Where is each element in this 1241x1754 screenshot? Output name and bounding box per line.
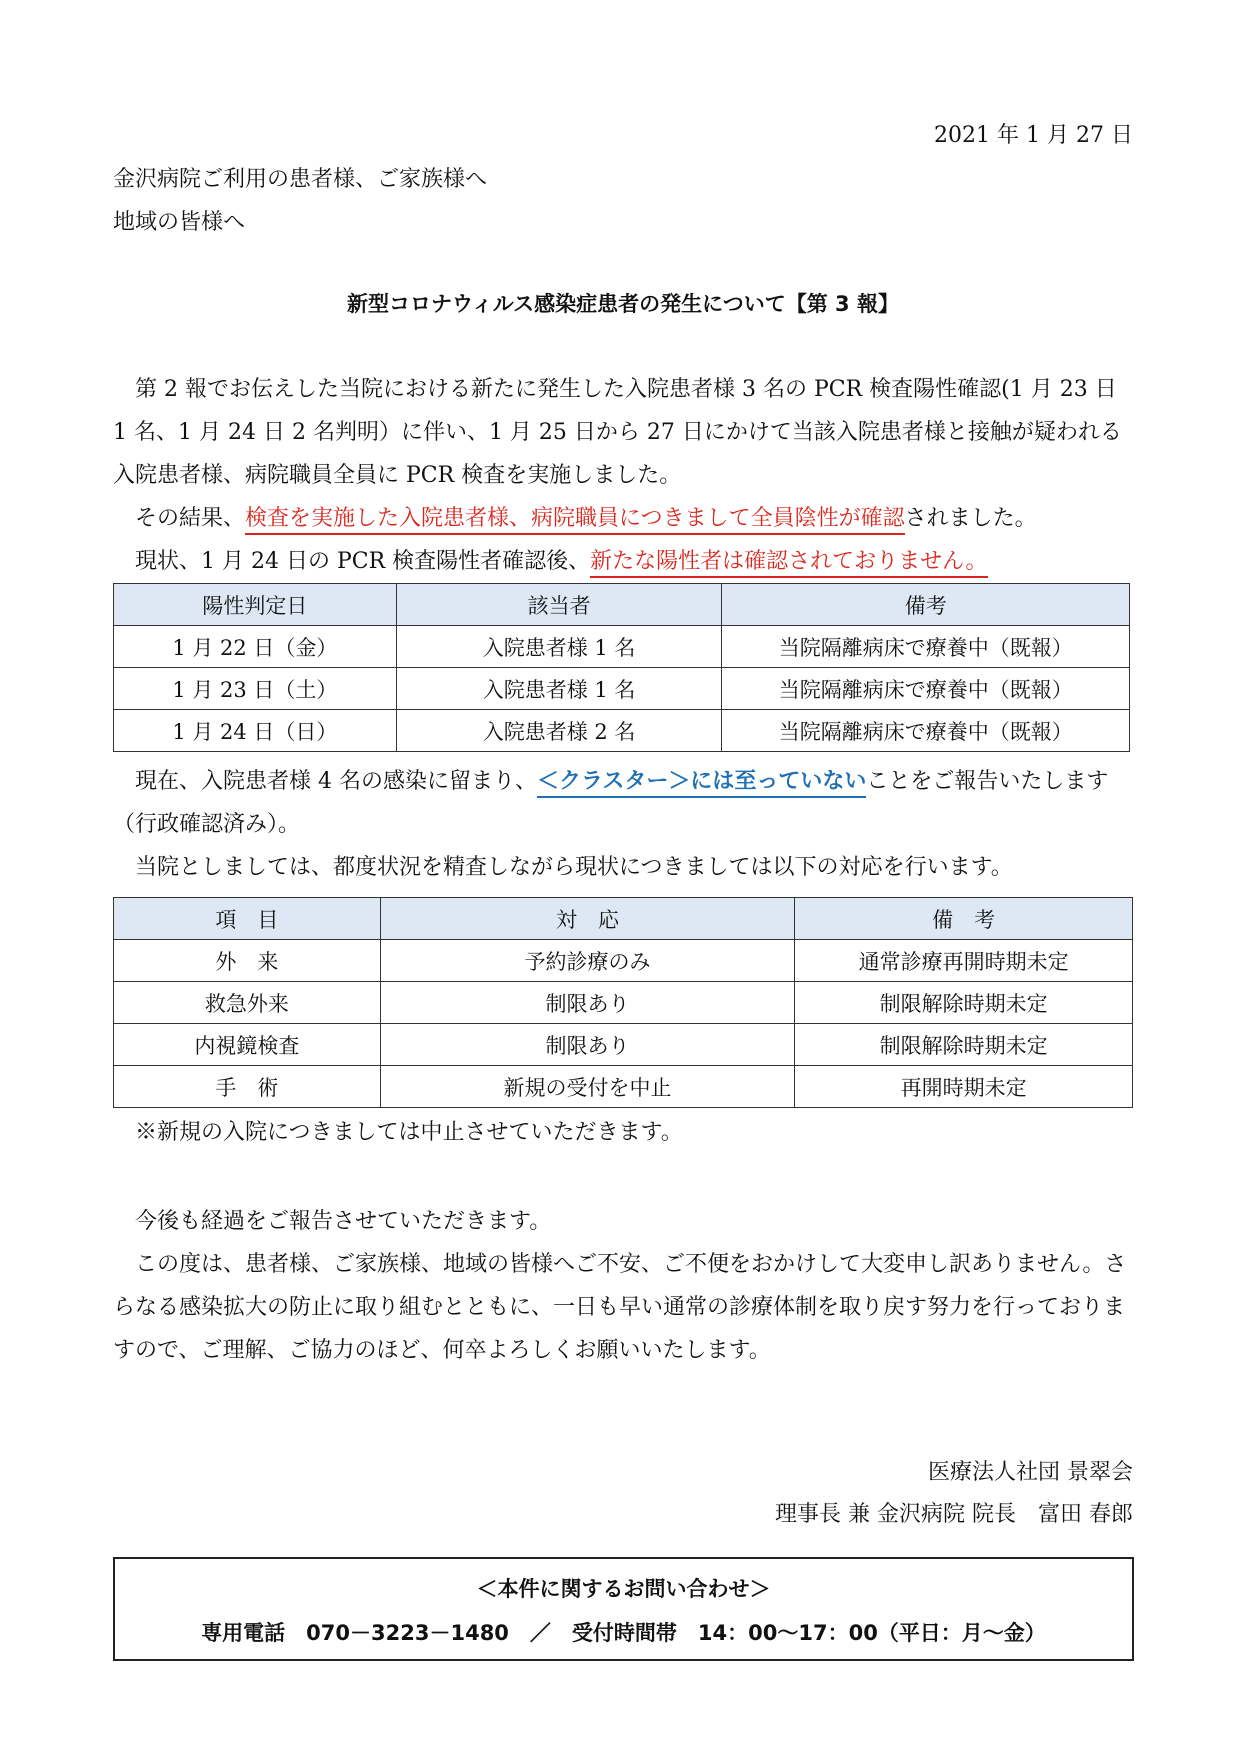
cases-table (113, 583, 1130, 752)
cell-remarks: 当院隔離病床で療養中（既報） (722, 710, 1130, 752)
cluster-suffix: ことをご報告いたします（行政確認済み）。 (113, 769, 1109, 837)
closing-report-paragraph: 今後も経過をご報告させていただきます。 (135, 1209, 552, 1234)
document-date: 2021 年 1 月 27 日 (934, 123, 1133, 148)
table-row (114, 982, 1133, 1024)
table-row (114, 1024, 1133, 1066)
cell-subject: 入院患者様 2 名 (396, 710, 722, 752)
cell-response: 制限あり (380, 982, 795, 1024)
cell-remarks: 当院隔離病床で療養中（既報） (722, 668, 1130, 710)
addressee-patients: 金沢病院ご利用の患者様、ご家族様へ (113, 167, 488, 192)
result-suffix: されました。 (904, 506, 1037, 531)
contact-heading: ＜本件に関するお問い合わせ＞ (476, 1577, 771, 1601)
header-positive-date: 陽性判定日 (114, 584, 397, 626)
closing-apology-paragraph: この度は、患者様、ご家族様、地域の皆様へご不安、ご不便をおかけして大変申し訳ありません。さらなる感染拡大の防止に取り組むとともに、一日も早い通常の診療体制を取り戻す努力を行っておりますので、ご理解、ご協力のほど、何卒よろしくお願いいたします。 (113, 1252, 1127, 1363)
response-table-header (114, 898, 1133, 940)
cluster-paragraph (113, 760, 1133, 846)
response-table (113, 897, 1133, 1108)
signer-name: 理事長 兼 金沢病院 院長 富田 春郎 (775, 1502, 1133, 1527)
intro-paragraph: 第 2 報でお伝えした当院における新たに発生した入院患者様 3 名の PCR 検査陽性確認(1 月 23 日 1 名、1 月 24 日 2 名判明）に伴い、1 月 25 日から 27 日にかけて当該入院患者様と接触が疑われる入院患者様、病院職員全員に PCR 検査を実施しました。 (113, 377, 1122, 488)
cell-date: 1 月 22 日（金） (114, 626, 397, 668)
table-row (114, 710, 1130, 752)
cell-date: 1 月 24 日（日） (114, 710, 397, 752)
cell-date: 1 月 23 日（土） (114, 668, 397, 710)
organization-name: 医療法人社団 景翠会 (928, 1460, 1133, 1485)
cell-subject: 入院患者様 1 名 (396, 626, 722, 668)
cell-notes: 制限解除時期未定 (795, 982, 1133, 1024)
table-row (114, 940, 1133, 982)
cell-response: 制限あり (380, 1024, 795, 1066)
negative-result-highlight: 検査を実施した入院患者様、病院職員につきまして全員陰性が確認 (245, 506, 905, 535)
notice-title: 新型コロナウィルス感染症患者の発生について【第 3 報】 (347, 292, 899, 316)
contact-box (113, 1557, 1134, 1661)
contact-details: 専用電話 070－3223－1480 ／ 受付時間帯 14：00～17：00（平日：月～金） (201, 1621, 1046, 1645)
cell-remarks: 当院隔離病床で療養中（既報） (722, 626, 1130, 668)
closing-section (113, 1200, 1133, 1372)
cell-notes: 再開時期未定 (795, 1066, 1133, 1108)
cluster-prefix: 現在、入院患者様 4 名の感染に留まり、 (135, 769, 537, 794)
response-intro-paragraph: 当院としましては、都度状況を精査しながら現状につきましては以下の対応を行います。 (135, 855, 1013, 880)
no-cluster-highlight: ＜クラスター＞には至っていない (537, 769, 866, 798)
cell-response: 新規の受付を中止 (380, 1066, 795, 1108)
cases-table-header (114, 584, 1130, 626)
header-remarks: 備考 (722, 584, 1130, 626)
cell-response: 予約診療のみ (380, 940, 795, 982)
no-new-positive-highlight: 新たな陽性者は確認されておりません。 (590, 549, 987, 578)
header-response: 対 応 (380, 898, 795, 940)
admission-note: ※新規の入院につきましては中止させていただきます。 (135, 1120, 683, 1145)
cell-notes: 制限解除時期未定 (795, 1024, 1133, 1066)
cell-notes: 通常診療再開時期未定 (795, 940, 1133, 982)
status-section (113, 760, 1133, 889)
table-row (114, 1066, 1133, 1108)
addressee-community: 地域の皆様へ (113, 210, 246, 235)
cell-item: 救急外来 (114, 982, 381, 1024)
header-notes: 備 考 (795, 898, 1133, 940)
cell-item: 内視鏡検査 (114, 1024, 381, 1066)
cell-item: 手 術 (114, 1066, 381, 1108)
result-paragraph (113, 497, 1133, 540)
table-row (114, 668, 1130, 710)
intro-section (113, 368, 1133, 583)
cell-item: 外 来 (114, 940, 381, 982)
table-row (114, 626, 1130, 668)
header-item: 項 目 (114, 898, 381, 940)
current-status-paragraph (113, 540, 1133, 583)
result-prefix: その結果、 (135, 506, 246, 531)
cell-subject: 入院患者様 1 名 (396, 668, 722, 710)
status-prefix: 現状、1 月 24 日の PCR 検査陽性者確認後、 (135, 549, 591, 574)
header-subject: 該当者 (396, 584, 722, 626)
